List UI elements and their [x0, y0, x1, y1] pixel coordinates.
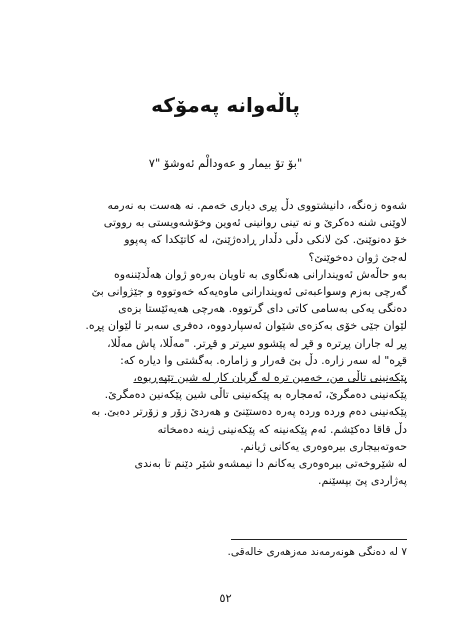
text-line: حەوتەبیجاری بیرەوەری یەکانی ژیانم. [240, 439, 407, 453]
body-text [44, 197, 407, 489]
text-line: شەوە زەنگە، دانیشتووی دڵ پڕی دیاری خەمم. نە هەست بە نەرمە [107, 199, 407, 212]
text-line: دڵ قاقا دەکێشم. ئەم پێکەنینە کە پێکەنینی ژینە دەمخاتە [157, 422, 407, 436]
text-line: پێکەنینی دەم وردە وردە پەرە دەستێنێ و هەردێ زۆر و زۆرتر دەبێ. بە [91, 405, 407, 419]
text-line: بەو حاڵەش ئەویندارانی هەنگاوی بە تاویان بەرەو ژوان هەڵدێننەوە [113, 267, 407, 281]
page-title: پاڵەوانە پەمۆکە [151, 93, 300, 117]
text-line: خۆ دەنوێنێ. کێ لانکی دڵی دڵدار ڕادەژێنێ، لە کاتێکدا کە پەپوو [124, 233, 407, 247]
underlined-text-line: پێکەنینی تاڵی من، خەمین ترە لە گریان کار لە شین تێپەڕیوە، [133, 371, 407, 385]
text-line: لێوان جێی خۆی بەکزەی شێوان ئەسپاردووە، دەفری سەبر تا لێوان پڕە. [85, 319, 407, 333]
text-line: دەنگی یەکی بەسامی کاتی دای گرتووە. هەرچی هەیەئێستا بزەی [118, 302, 407, 316]
paragraph [44, 197, 407, 266]
footnote-divider [231, 539, 407, 540]
text-line: گەرچی بەزم وسواعبەتی ئەویندارانی ماوەیەکە خەوتووە و جێژوانی بێ [91, 285, 407, 299]
text-line: لە شێروخەتی بیرەوەری یەکانم دا نیمشەو شێر دێنم تا بەندی [134, 457, 407, 471]
text-line: پەژاردی پێ بپسێنم. [317, 474, 407, 488]
paragraph [44, 266, 407, 455]
text-line: لاوێنی شنە دەکرێ و نە تینی روانینی ئەوین وخۆشەویستی بە رووتی [103, 216, 407, 230]
footnote: ٧ لە دەنگی هونەرمەند مەزهەری خالەقی. [227, 546, 407, 558]
text-line: لەجێ ژوان دەخوێنێ؟ [308, 250, 407, 264]
paragraph [44, 455, 407, 489]
text-line: قڕە" لە سەر زارە. دڵ بێ قەرار و زامارە. بەگشتی وا دیارە کە: [120, 353, 407, 367]
epigraph: "بۆ تۆ بیمار و عەودالْم ئەوشۆ "٧ [148, 156, 303, 170]
text-line: پڕ لە جاران پڕترە و قڕ لە پێشوو سڕتر و قڕتر. "مەڵلا، پاش مەڵلا، [107, 336, 407, 350]
page-number: ٥٢ [219, 591, 232, 605]
text-line: پێکەنینی دەمگرێ، ئەمجارە بە پێکەنینی تاڵی شین پێکەنین دەمگرێ. [104, 388, 407, 402]
